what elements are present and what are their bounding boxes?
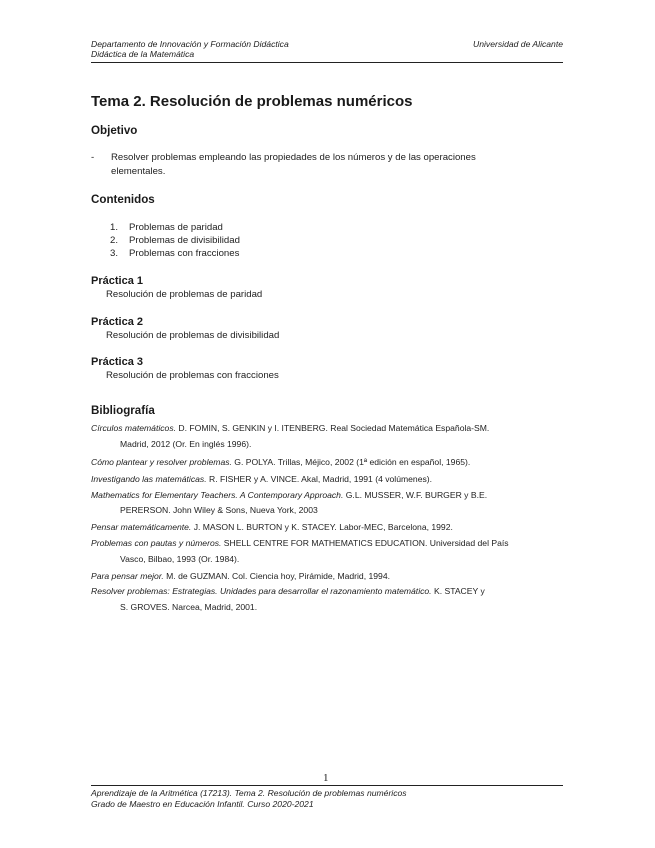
objetivo-text-line1: Resolver problemas empleando las propiedades de los números y de las operaciones	[111, 152, 476, 163]
bib-continuation: Vasco, Bilbao, 1993 (Or. 1984).	[120, 554, 240, 564]
practica-3-heading: Práctica 3	[91, 356, 143, 368]
contenidos-heading: Contenidos	[91, 193, 155, 206]
bib-details: G. POLYA. Trillas, Méjico, 2002 (1ª edición en español, 1965).	[231, 457, 471, 467]
bib-title: Círculos matemáticos.	[91, 423, 177, 433]
bib-details: SHELL CENTRE FOR MATHEMATICS EDUCATION. Universidad del País	[221, 538, 509, 548]
bib-title: Resolver problemas: Estrategias. Unidades para desarrollar el razonamiento matemático.	[91, 586, 432, 596]
list-item: Problemas de divisibilidad	[129, 235, 240, 246]
bib-entry	[91, 423, 489, 433]
bib-entry-cont	[91, 554, 239, 564]
bib-continuation: S. GROVES. Narcea, Madrid, 2001.	[120, 602, 258, 612]
header-department: Departamento de Innovación y Formación Didáctica	[91, 39, 289, 49]
footer-degree: Grado de Maestro en Educación Infantil. Curso 2020-2021	[91, 799, 314, 809]
bib-details: K. STACEY y	[431, 586, 485, 596]
practica-1-heading: Práctica 1	[91, 275, 143, 287]
bib-entry	[91, 538, 509, 548]
bib-details: G.L. MUSSER, W.F. BURGER y B.E.	[343, 490, 488, 500]
practica-2-heading: Práctica 2	[91, 316, 143, 328]
bib-continuation: Madrid, 2012 (Or. En inglés 1996).	[120, 439, 252, 449]
bib-title: Cómo plantear y resolver problemas.	[91, 457, 232, 467]
page-number: 1	[323, 772, 329, 784]
bib-entry	[91, 474, 432, 484]
bib-continuation: PERERSON. John Wiley & Sons, Nueva York, 2003	[120, 505, 318, 515]
bibliografia-heading: Bibliografía	[91, 404, 155, 417]
bib-details: M. de GUZMAN. Col. Ciencia hoy, Pirámide, Madrid, 1994.	[163, 571, 390, 581]
bib-entry-cont	[91, 602, 257, 612]
header-university: Universidad de Alicante	[473, 39, 563, 49]
bib-entry	[91, 457, 470, 467]
header-area: Didáctica de la Matemática	[91, 49, 195, 59]
list-item: Problemas con fracciones	[129, 248, 240, 259]
list-item-number: 1.	[110, 222, 119, 233]
bib-title: Mathematics for Elementary Teachers. A Contemporary Approach.	[91, 490, 344, 500]
practica-3-text: Resolución de problemas con fracciones	[106, 370, 279, 381]
bib-details: R. FISHER y A. VINCE. Akal, Madrid, 1991 (4 volúmenes).	[206, 474, 433, 484]
bib-entry	[91, 522, 453, 532]
bib-title: Pensar matemáticamente.	[91, 522, 192, 532]
bib-title: Problemas con pautas y números.	[91, 538, 222, 548]
page-title: Tema 2. Resolución de problemas numéricos	[91, 93, 413, 110]
bib-entry-cont	[91, 439, 251, 449]
bib-details: D. FOMIN, S. GENKIN y I. ITENBERG. Real Sociedad Matemática Española-SM.	[176, 423, 490, 433]
list-item: Problemas de paridad	[129, 222, 223, 233]
bib-details: J. MASON L. BURTON y K. STACEY. Labor-MEC, Barcelona, 1992.	[191, 522, 453, 532]
list-item-number: 3.	[110, 248, 119, 259]
objetivo-text-line2: elementales.	[111, 166, 166, 177]
list-item-number: 2.	[110, 235, 119, 246]
practica-1-text: Resolución de problemas de paridad	[106, 289, 263, 300]
footer-course: Aprendizaje de la Aritmética (17213). Tema 2. Resolución de problemas numéricos	[91, 788, 407, 798]
bib-entry-cont	[91, 505, 318, 515]
bib-entry	[91, 490, 487, 500]
practica-2-text: Resolución de problemas de divisibilidad	[106, 330, 280, 341]
page-footer	[91, 785, 563, 809]
bib-title: Para pensar mejor.	[91, 571, 164, 581]
objetivo-bullet: -	[91, 152, 95, 163]
page-header	[91, 38, 563, 63]
bib-entry	[91, 571, 390, 581]
bib-entry	[91, 586, 485, 596]
objetivo-heading: Objetivo	[91, 124, 138, 137]
bib-title: Investigando las matemáticas.	[91, 474, 207, 484]
